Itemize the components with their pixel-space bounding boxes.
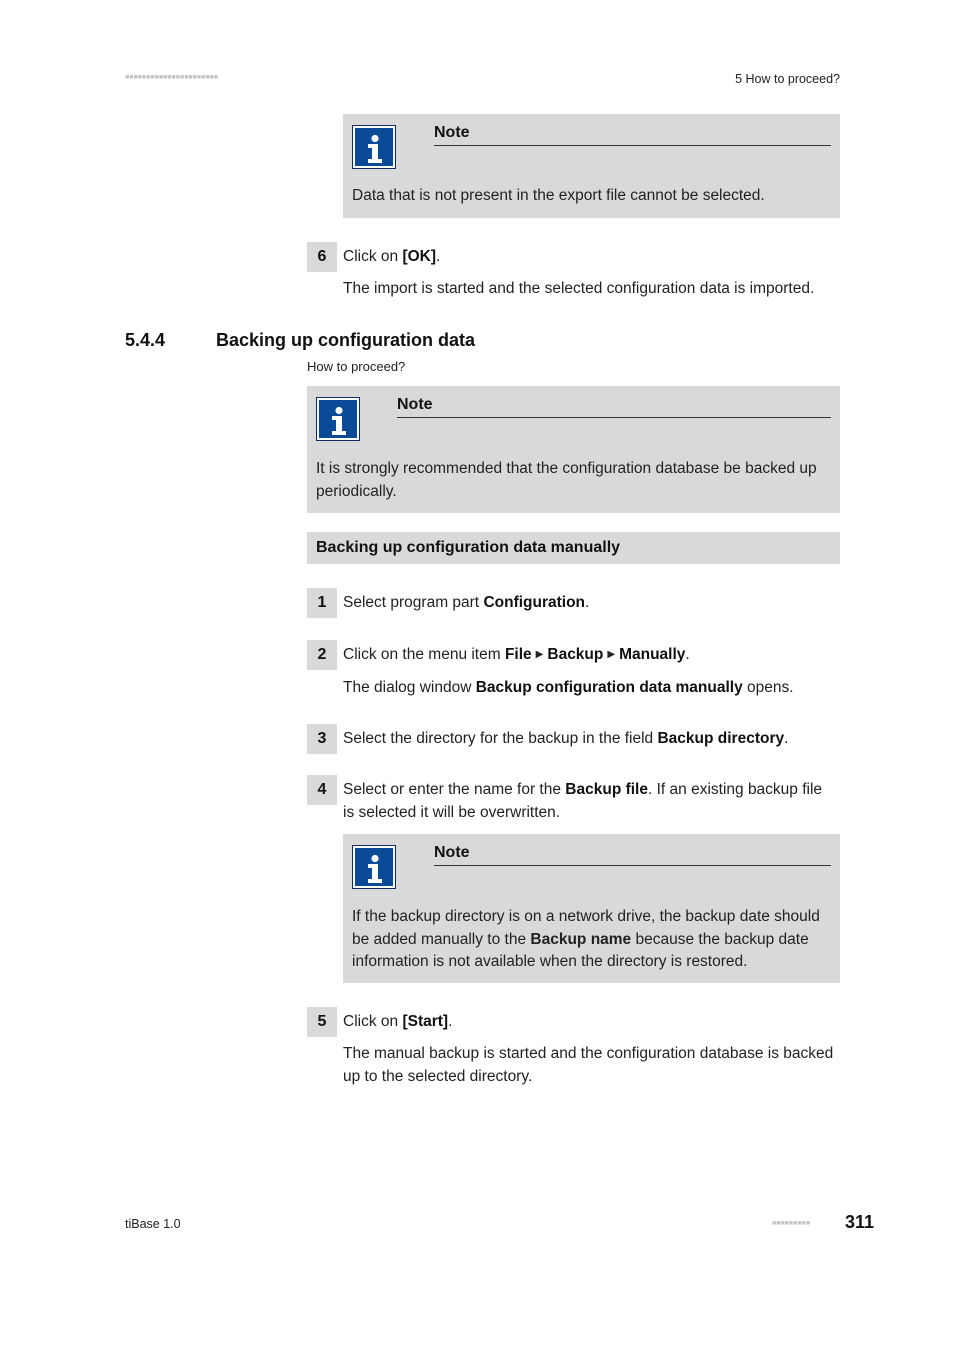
step-instruction: Click on [Start]. [343,1013,453,1030]
step-number: 4 [307,775,337,805]
note-title: Note [397,396,831,418]
step-result: The manual backup is started and the configuration database is backed up to the selected directory. [343,1045,834,1085]
note-text: Data that is not present in the export file cannot be selected. [352,187,765,204]
note-text: If the backup directory is on a network drive, the backup date should be added manually to the Backup name because the backup date information is not available when the directory is restored. [352,908,820,970]
step-number: 1 [307,588,337,618]
footer-decoration: ■■■■■■■■■ [772,1220,811,1227]
header-decoration: ■■■■■■■■■■■■■■■■■■■■■■ [125,74,219,81]
step-instruction: Click on [OK]. [343,248,441,265]
section-number: 5.4.4 [125,330,166,350]
section-subtitle: How to proceed? [307,359,406,374]
step-instruction: Click on the menu item File ▶ Backup ▶ Manually. [343,646,690,663]
note-box [307,386,840,513]
note-box [343,114,840,218]
step-instruction: Select or enter the name for the Backup file. If an existing backup file is selected it will be overwritten. [343,781,823,821]
step-instruction: Select program part Configuration. [343,594,590,611]
note-title: Note [434,124,831,146]
note-title: Note [434,844,831,866]
info-icon [316,397,360,441]
footer-product: tiBase 1.0 [125,1217,181,1231]
step-number: 6 [307,242,337,272]
step-result: The import is started and the selected configuration data is imported. [343,280,815,297]
note-text: It is strongly recommended that the configuration database be backed up periodically. [316,460,817,500]
menu-arrow-icon: ▶ [607,649,616,660]
section-title: Backing up configuration data [216,330,476,350]
menu-arrow-icon: ▶ [535,649,544,660]
step-number: 3 [307,724,337,754]
step-number: 2 [307,640,337,670]
step-result: The dialog window Backup configuration data manually opens. [343,679,794,696]
info-icon [352,845,396,889]
step-instruction: Select the directory for the backup in the field Backup directory. [343,730,789,747]
procedure-heading: Backing up configuration data manually [307,532,840,564]
page-number: 311 [845,1212,875,1232]
step-number: 5 [307,1007,337,1037]
info-icon [352,125,396,169]
running-header: 5 How to proceed? [735,72,840,86]
note-box [343,834,840,983]
